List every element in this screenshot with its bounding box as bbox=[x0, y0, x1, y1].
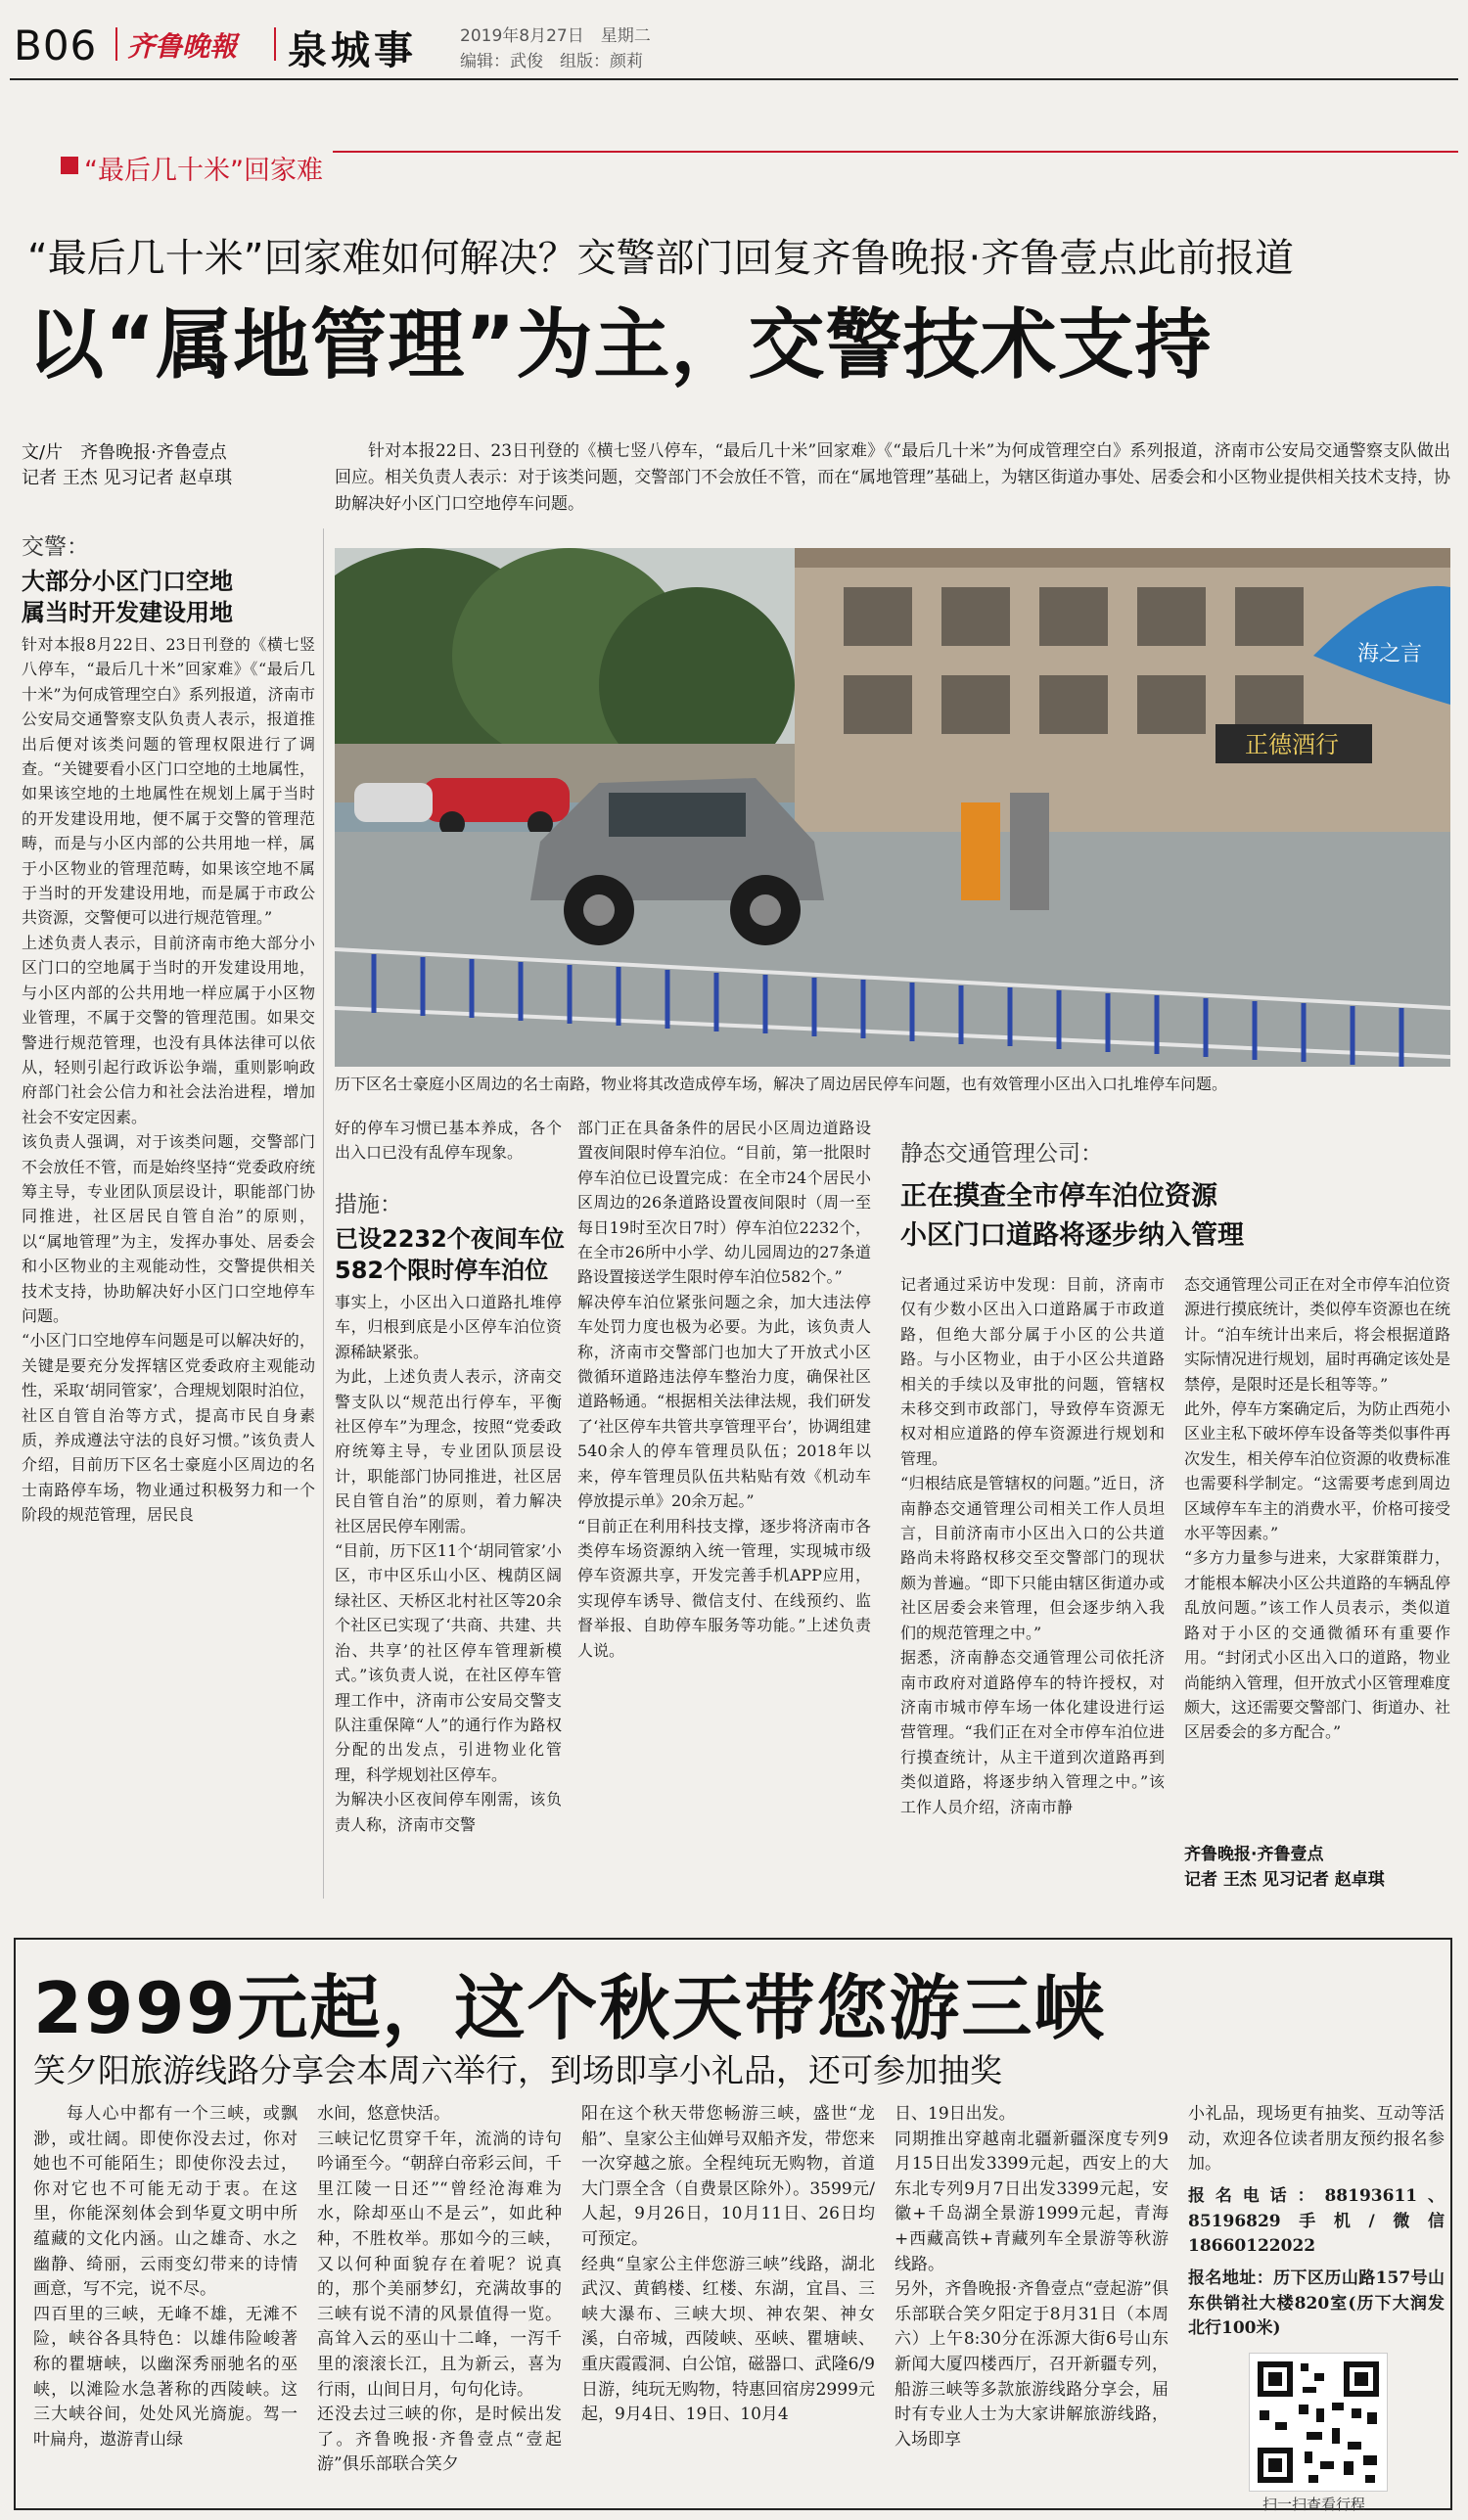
photo-caption: 历下区名士豪庭小区周边的名士南路，物业将其改造成停车场，解决了周边居民停车问题，也有效管理小区出入口扎堆停车问题。 bbox=[335, 1075, 1228, 1093]
column-tag: “最后几十米”回家难 bbox=[84, 156, 323, 186]
news-photo bbox=[335, 548, 1450, 1067]
tag-rule bbox=[333, 151, 1458, 153]
shop-sign-text: 正德酒行 bbox=[1245, 731, 1339, 758]
section1-label: 交警： bbox=[22, 534, 89, 560]
section3-body-col5: 态交通管理公司正在对全市停车泊位资源进行摸底统计，类似停车资源也在统计。“泊车统计出来后，将会根据道路实际情况进行规划，届时再确定该处是禁停，是限时还是长租等等。” 此外，停车方案确定后，为防止西苑小区业主私下破坏停车设备等类似事件再次发生，相关停车泊位资源的收费标准也需要科学制定。“这需要考虑到周边区域停车车主的消费水平，价格可接受水平等因素。” “多方力量参与进来，大家群策群力，才能根本解决小区公共道路的车辆乱停乱放问题。”该工作人员表示，类似道路对于小区的交通微循环有重要作用。“封闭式小区出入口的道路，物业尚能纳入管理，但开放式小区管理难度颇大，这还需要交警部门、街道办、社区居委会的多方配合。” bbox=[1184, 1275, 1450, 1742]
lead-paragraph: 针对本报22日、23日刊登的《横七竖八停车，“最后几十米”回家难》《“最后几十米”为何成管理空白》系列报道，济南市公安局交通警察支队做出回应。相关负责人表示：对于该类问题，交警部门不会放任不管，而在“属地管理”基础上，为辖区街道办事处、居委会和小区物业提供相关技术支持，协助解决好小区门口空地停车问题。 bbox=[335, 441, 1450, 514]
section3-title-2: 小区门口道路将逐步纳入管理 bbox=[900, 1220, 1244, 1251]
section1-body: 针对本报8月22日、23日刊登的《横七竖八停车，“最后几十米”回家难》《“最后几十米”为何成管理空白》系列报道，济南市公安局交通警察支队负责人表示，报道推出后便对该类问题的管理权限进行了调查。“关键要看小区门口空地的土地属性，如果该空地的土地属性在规划上属于当时的开发建设用地，便不属于交警的管理范畴，而是与小区内部的公共用地一样，属于小区物业的管理范畴，如果该空地不属于当时的开发建设用地，而是属于市政公共资源，交警便可以进行规范管理。” 上述负责人表示，目前济南市绝大部分小区门口的空地属于当时的开发建设用地，与小区内部的公共用地一样应属于小区物业管理，不属于交警的管理范围。如果交警进行规范管理，也没有具体法律可以依从，轻则引起行政诉讼争端，重则影响政府部门社会公信力和社会法治进程，增加社会不安定因素。 该负责人强调，对于该类问题，交警部门不会放任不管，而是始终坚持“党委政府统筹主导，专业团队顶层设计，职能部门协同推进，社区居民自管自治”的原则，以“属地管理”为主，发挥办事处、居委会和小区物业的主观能动性，交警提供相关技术支持，协助解决好小区门口空地停车问题。 “小区门口空地停车问题是可以解决好的，关键是要充分发挥辖区党委政府主观能动性，采取‘胡同管家’，合理规划限时泊位，社区自管自治等方式，提高市民自身素质，养成遵法守法的良好习惯。”该负责人介绍，目前历下区名士豪庭小区周边的名士南路停车场，物业通过积极努力和一个阶段的规范管理，居民良 bbox=[22, 635, 315, 1525]
issue-date: 2019年8月27日 星期二 bbox=[460, 26, 651, 46]
section2-lead: 好的停车习惯已基本养成，各个出入口已没有乱停车现象。 bbox=[335, 1119, 562, 1163]
ad-address-text: 历下区历山路157号山东供销社大楼820室(历下大润发北行100米) bbox=[1188, 2268, 1445, 2339]
section3-body-col4: 记者通过采访中发现：目前，济南市仅有少数小区出入口道路属于市政道路，但绝大部分属于小区的公共道路。与小区物业，由于小区公共道路相关的手续以及审批的问题，管辖权未移交到市政部门，导致停车资源无权对相应道路的停车资源进行规划和管理。 “归根结底是管辖权的问题。”近日，济南静态交通管理公司相关工作人员坦言，目前济南市小区出入口的公共道路尚未将路权移交至交警部门的现状颇为普遍。“即下只能由辖区街道办或社区居委会来管理，但会逐步纳入我们的规范管理之中。” 据悉，济南静态交通管理公司依托济南市政府对道路停车的特许授权，对济南市城市停车场一体化建设进行运营管理。“我们正在对全市停车泊位进行摸查统计，从主干道到次道路再到类似道路，将逐步纳入管理之中。”该工作人员介绍，济南市静 bbox=[900, 1275, 1165, 1816]
header-rule bbox=[10, 78, 1458, 80]
ad-col-1: 每人心中都有一个三峡，或飘渺，或壮阔。即使你没去过，你对她也不可能陌生；即使你没去过，你对它也不可能无动于衷。在这里，你能深刻体会到华夏文明中所蕴藏的文化内涵。山之雄奇、水之幽静、绮丽，云雨变幻带来的诗情画意，写不完，说不尽。 四百里的三峡，无峰不雄，无滩不险，峡谷各具特色：以雄伟险峻著称的瞿塘峡，以幽深秀丽驰名的巫峡，以滩险水急著称的西陵峡。这三大峡谷间，处处风光旖旎。驾一叶扁舟，遨游青山绿 bbox=[33, 2104, 298, 2450]
ad-address-block bbox=[1188, 2267, 1445, 2345]
ad-subhead: 笑夕阳旅游线路分享会本周六举行，到场即享小礼品，还可参加抽奖 bbox=[33, 2051, 1002, 2089]
ad-col-3: 阳在这个秋天带您畅游三峡，盛世“龙船”、皇家公主仙婵号双船齐发，带您来一次穿越之旅。全程纯玩无购物，首道大门票全含（自费景区除外）。3599元/人起，9月26日，10月11日、26日均可预定。 经典“皇家公主伴您游三峡”线路，湖北武汉、黄鹤楼、红楼、东湖，宜昌、三峡大瀑布、三峡大坝、神农架、神女溪，白帝城，西陵峡、巫峡、瞿塘峡、重庆霞霞洞、白公馆，磁器口、武隆6/9日游，纯玩无购物，特惠回宿房2999元起，9月4日、19日、10月4 bbox=[581, 2104, 875, 2425]
qr-caption: 扫一扫查看行程 bbox=[1262, 2496, 1366, 2513]
ad-phone-block bbox=[1188, 2184, 1445, 2263]
headline-main: 以“属地管理”为主，交警技术支持 bbox=[27, 301, 1213, 389]
section2-label: 措施： bbox=[335, 1192, 402, 1217]
qr-code-icon[interactable] bbox=[1249, 2353, 1388, 2492]
byline-line-2: 记者 王杰 见习记者 赵卓琪 bbox=[22, 468, 233, 488]
section2-body-col3: 部门正在具备条件的居民小区周边道路设置夜间限时停车泊位。“目前，第一批限时停车泊位已设置完成：在全市24个居民小区周边的26条道路设置夜间限时（周一至每日19时至次日7时）停车泊位2232个，在全市26所中小学、幼儿园周边的27条道路设置接送学生限时停车泊位582个。” 解决停车泊位紧张问题之余，加大违法停车处罚力度也极为必要。为此，该负责人称，济南市交警部门也加大了开放式小区微循环道路违法停车整治力度，确保社区道路畅通。“根据相关法律法规，我们研发了‘社区停车共管共享管理平台’，协调组建540余人的停车管理员队伍；2018年以来，停车管理员队伍共粘贴有效《机动车停放提示单》20余万起。” “目前正在利用科技支撑，逐步将济南市各类停车场资源纳入统一管理，实现城市级停车资源共享，开发完善手机APP应用，实现停车诱导、微信支付、在线预约、监督举报、自助停车服务等功能。”上述负责人说。 bbox=[577, 1119, 871, 1660]
umbrella-text: 海之言 bbox=[1357, 642, 1423, 666]
ad-col-5: 小礼品，现场更有抽奖、互动等活动，欢迎各位读者朋友预约报名参加。 bbox=[1188, 2104, 1445, 2175]
section3-sign-1: 齐鲁晚报·齐鲁壹点 bbox=[1184, 1845, 1324, 1864]
section1-title-1: 大部分小区门口空地 bbox=[22, 568, 233, 595]
section2-title-1: 已设2232个夜间车位 bbox=[335, 1225, 565, 1253]
ad-address-label: 报名地址： bbox=[1188, 2268, 1274, 2288]
section2-title-2: 582个限时停车泊位 bbox=[335, 1257, 549, 1284]
column-divider-1 bbox=[323, 528, 324, 1899]
tag-square-icon bbox=[61, 157, 78, 174]
header-divider-1 bbox=[115, 27, 117, 61]
editor-credits: 编辑：武俊 组版：颜莉 bbox=[460, 52, 643, 71]
ad-phone-label: 报名电话： bbox=[1188, 2186, 1325, 2206]
section-name: 泉城事 bbox=[288, 28, 417, 73]
ad-col-2: 水间，悠意快活。 三峡记忆贯穿千年，流淌的诗句吟诵至今。“朝辞白帝彩云间，千里江陵一日还”“曾经沧海难为水，除却巫山不是云”，如此种种，不胜枚举。那如今的三峡，又以何种面貌存在着呢？说真的，那个美丽梦幻，充满故事的三峡有说不清的风景值得一览。高耸入云的巫山十二峰，一泻千里的滚滚长江，且为新云，喜为行雨，山间日月，句句化诗。 还没去过三峡的你，是时候出发了。齐鲁晚报·齐鲁壹点“壹起游”俱乐部联合笑夕 bbox=[317, 2104, 562, 2475]
section1-title-2: 属当时开发建设用地 bbox=[22, 599, 233, 626]
section3-title-1: 正在摸查全市停车泊位资源 bbox=[900, 1181, 1217, 1212]
newspaper-logo: 齐鲁晚報 bbox=[127, 30, 238, 63]
section2-body-col2: 事实上，小区出入口道路扎堆停车，归根到底是小区停车泊位资源稀缺紧张。 为此，上述负责人表示，济南交警支队以“规范出行停车，平衡社区停车”为理念，按照“党委政府统筹主导，专业团队顶层设计，职能部门协同推进，社区居民自管自治”的原则，着力解决社区居民停车刚需。 “目前，历下区11个‘胡同管家’小区，市中区乐山小区、槐荫区阔绿社区、天桥区北村社区等20余个社区已实现了‘共商、共建、共治、共享’的社区停车管理新模式。”该负责人说，在社区停车管理工作中，济南市公安局交警支队注重保障“人”的通行作为路权分配的出发点，引进物业化管理，科学规划社区停车。 为解决小区夜间停车刚需，该负责人称，济南市交警 bbox=[335, 1293, 562, 1834]
byline-line-1: 文/片 齐鲁晚报·齐鲁壹点 bbox=[22, 442, 227, 463]
header-divider-2 bbox=[274, 27, 276, 61]
section3-label: 静态交通管理公司： bbox=[900, 1141, 1103, 1167]
section3-sign-2: 记者 王杰 见习记者 赵卓琪 bbox=[1184, 1870, 1385, 1890]
ad-col-4: 日、19日出发。 同期推出穿越南北疆新疆深度专列9月15日出发3399元起，西安上的大东北专列9月7日出发3399元起，安徽+千岛湖全景游1999元起，青海+西藏高铁+青藏列车全景游等秋游线路。 另外，齐鲁晚报·齐鲁壹点“壹起游”俱乐部联合笑夕阳定于8月31日（本周六）上午8:30分在泺源大街6号山东新闻大厦四楼西厅，召开新疆专列，船游三峡等多款旅游线路分享会，届时有专业人士为大家讲解旅游线路，入场即享 bbox=[895, 2104, 1169, 2450]
ad-phone-number[interactable]: 88193611、85196829手机/微信18660122022 bbox=[1188, 2186, 1445, 2257]
headline-kicker: “最后几十米”回家难如何解决？交警部门回复齐鲁晚报·齐鲁壹点此前报道 bbox=[27, 236, 1295, 281]
page-number: B06 bbox=[14, 22, 98, 69]
ad-headline: 2999元起，这个秋天带您游三峡 bbox=[33, 1967, 1107, 2049]
